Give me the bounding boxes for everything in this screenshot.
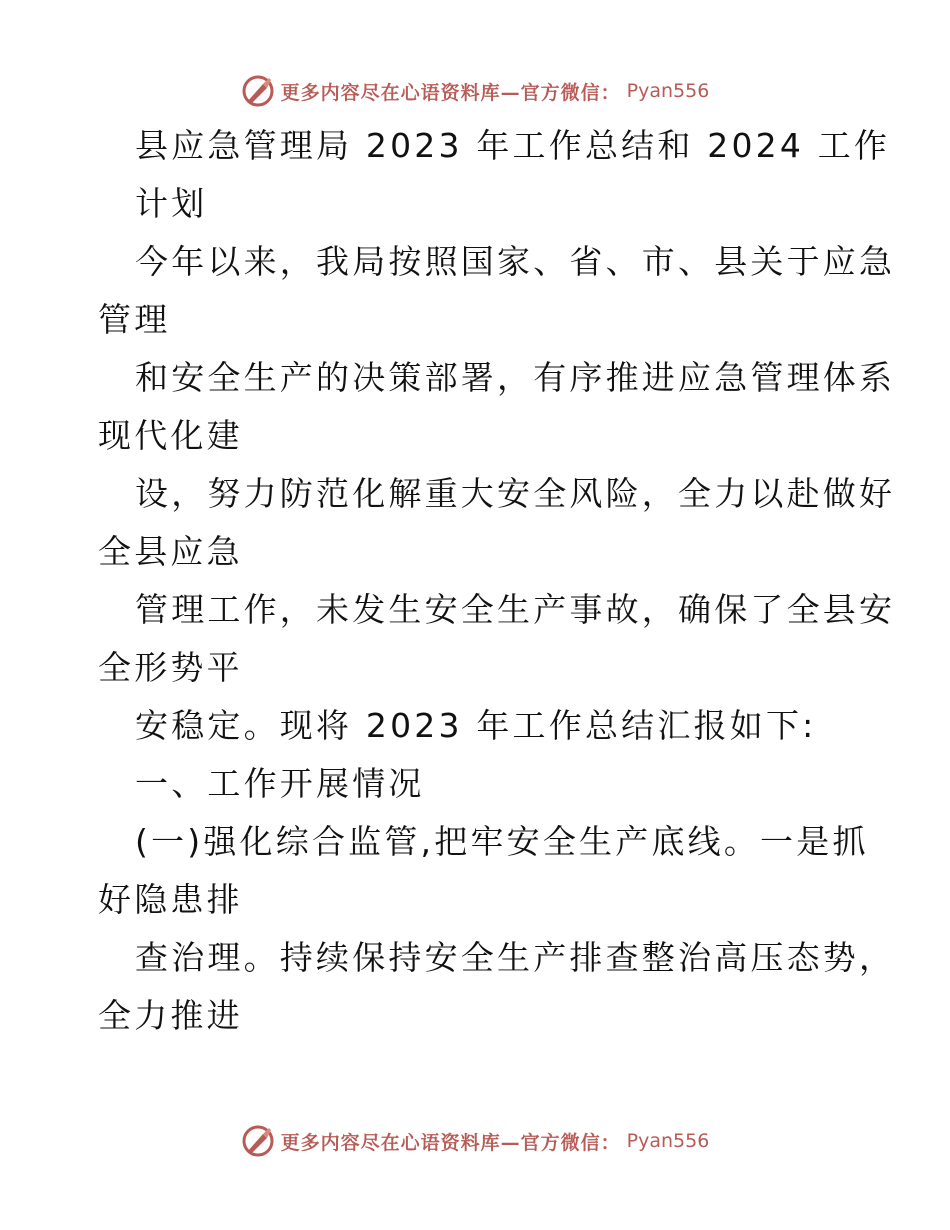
paragraph-line: 好隐患排 <box>98 880 243 919</box>
paragraph-line: 查治理。持续保持安全生产排查整治高压态势， <box>135 938 896 977</box>
paragraph-line: 全力推进 <box>98 996 243 1035</box>
document-title-line-2: 计划 <box>135 184 208 223</box>
document-title-line-1: 县应急管理局 2023 年工作总结和 2024 工作 <box>135 126 891 165</box>
header-watermark <box>0 71 950 111</box>
paragraph-line: 全形势平 <box>98 648 243 687</box>
paragraph-line: 今年以来，我局按照国家、省、市、县关于应急 <box>135 242 896 281</box>
subsection-line: (一)强化综合监管,把牢安全生产底线。一是抓 <box>135 822 869 861</box>
footer-watermark <box>0 1121 950 1161</box>
paragraph-line: 管理 <box>98 300 171 339</box>
paragraph-line: 全县应急 <box>98 532 243 571</box>
paragraph-line: 和安全生产的决策部署，有序推进应急管理体系 <box>135 358 896 397</box>
paragraph-line: 设，努力防范化解重大安全风险，全力以赴做好 <box>135 474 896 513</box>
quill-logo-icon <box>241 1124 275 1158</box>
section-heading: 一、工作开展情况 <box>135 764 425 803</box>
watermark-text: 更多内容尽在心语资料库—官方微信： <box>280 81 621 104</box>
watermark-wechat-id: Pyan556 <box>626 80 710 102</box>
quill-logo-icon <box>241 74 275 108</box>
watermark-text: 更多内容尽在心语资料库—官方微信： <box>280 1131 621 1154</box>
paragraph-line: 现代化建 <box>98 416 243 455</box>
paragraph-line: 安稳定。现将 2023 年工作总结汇报如下: <box>135 706 817 745</box>
watermark-wechat-id: Pyan556 <box>626 1130 710 1152</box>
paragraph-line: 管理工作，未发生安全生产事故，确保了全县安 <box>135 590 896 629</box>
